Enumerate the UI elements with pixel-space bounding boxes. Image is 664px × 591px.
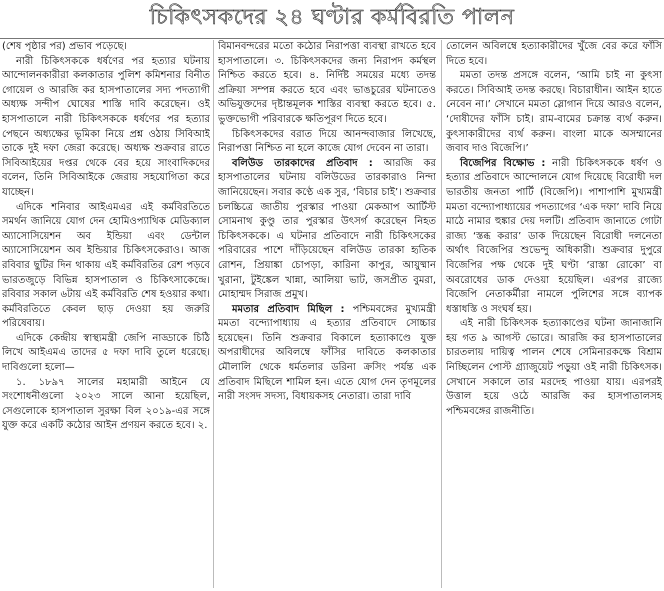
paragraph-text: (শেষ পৃষ্ঠার পর) প্রভাব পড়েছে।	[2, 41, 127, 52]
subheading: বলিউড তারকাদের প্রতিবাদ :	[232, 157, 373, 169]
subheading: মমতার প্রতিবাদ মিছিল :	[232, 303, 345, 315]
article-paragraph	[446, 157, 662, 318]
column-2	[218, 40, 436, 590]
article-paragraph	[2, 376, 210, 434]
paragraph-text: বিমানবন্দরের মতো কঠোর নিরাপত্তা ব্যবস্থা রাখতে হবে হাসপাতালে। ৩. চিকিৎসকদের জন্য নিরাপদ কর্মস্থল নিশ্চিত করতে হবে। ৪. নির্দিষ্ট সময়ের মধ্যে তদন্ত প্রক্রিয়া সম্পন্ন করতে হবে এবং ভাঙচুরের ঘটনাতেও অভিযুক্তদের দৃষ্টান্তমূলক শাস্তির ব্যবস্থা করতে হবে। ৫. ভুক্তভোগী পরিবারকে ক্ষতিপূরণ দিতে হবে।	[218, 41, 436, 125]
article-paragraph	[446, 69, 662, 157]
subheading: বিজেপির বিক্ষোভ :	[460, 157, 546, 169]
headline	[0, 0, 664, 36]
article-paragraph	[218, 128, 436, 157]
article-paragraph	[2, 55, 210, 201]
paragraph-text: চিকিৎসকদের বরাত দিয়ে আনন্দবাজার লিখেছে, নিরাপত্তা নিশ্চিত না হলে কাজে যোগ দেবেন না তারা।	[218, 128, 436, 155]
article-paragraph	[218, 303, 436, 405]
paragraph-text: তোলেন অবিলম্বে হত্যাকারীদের খুঁজে বের করে ফাঁসি দিতে হবে।	[446, 41, 662, 67]
paragraph-text: এই নারী চিকিৎসক হত্যাকাণ্ডের ঘটনা জানাজানি হয় গত ৯ আগস্ট ভোরে। আরজি কর হাসপাতালের চারতলায় দায়িত্ব পালন শেষে সেমিনারকক্ষে বিশ্রাম নিচ্ছিলেন পোস্ট গ্র্যাজুয়েট পড়ুয়া ওই নারী চিকিৎসক। সেখানে সকালে তার মরদেহ পাওয়া যায়। এরপরই উত্তাল হয়ে ওঠে আরজি কর হাসপাতালসহ পশ্চিমবঙ্গের রাজনীতি।	[446, 318, 662, 417]
paragraph-text: পশ্চিমবঙ্গের মুখ্যমন্ত্রী মমতা বন্দ্যোপাধ্যায় এ হত্যার প্রতিবাদে সোচ্চার হয়েছেন। তিনি শুক্রবার বিকালে হত্যাকাণ্ডে যুক্ত অপরাধীদের অবিলম্বে ফাঁসির দাবিতে কলকাতার মৌলালি থেকে ধর্মতলার ডরিনা ক্রসিং পর্যন্ত এক প্রতিবাদ মিছিলে শামিল হন। এতে যোগ দেন তৃণমূলের নারী সংসদ সদস্য, বিধায়কসহ নেতারা। তারা দাবি	[218, 303, 436, 403]
article-paragraph	[2, 201, 210, 332]
paragraph-text: ১. ১৮৯৭ সালের মহামারী আইনে যে সংশোধনীগুলো ২০২৩ সালে আনা হয়েছিল, সেগুলোকে হাসপাতাল সুরক্ষা বিল ২০১৯-এর সঙ্গে যুক্ত করে একটি কঠোর আইন প্রণয়ন করতে হবে। ২.	[2, 376, 210, 432]
article-paragraph	[218, 40, 436, 128]
column-divider-1	[213, 40, 214, 588]
paragraph-text: নারী চিকিৎসককে ধর্ষণ ও হত্যার প্রতিবাদে আন্দোলনে যোগ দিয়েছে বিরোধী দল ভারতীয় জনতা পার্টি (বিজেপি)। পাশাপাশি মুখ্যমন্ত্রী মমতা বন্দ্যোপাধ্যায়ের পদত্যাগের ‘এক দফা’ দাবি নিয়ে মাঠে নামার হুঙ্কার দেয় দলটি। প্রতিবাদ জানাতে গোটা রাজ্য ‘স্তব্ধ করার’ ডাক দিয়েছেন বিরোধী দলনেতা অর্থাৎ বিজেপির শুভেন্দু অধিকারী। শুক্রবার দুপুরে বিজেপির পক্ষ থেকে দুই ঘণ্টা ‘রাস্তা রোকো’ বা অবরোধের ডাক দেওয়া হয়েছিল। এরপর রাজ্যে বিজেপি নেতাকর্মীরা নামলে পুলিশের সঙ্গে ব্যাপক ধস্তাধস্তি ও সংঘর্ষ হয়।	[446, 157, 662, 315]
paragraph-text: মমতা তদন্ত প্রসঙ্গে বলেন, ‘আমি চাই না কুৎসা করতে। সিবিআই তদন্ত করছে। বিচারাধীন। আইন হাতে নেবেন না।’ সেখানে মমতা স্লোগান দিয়ে আরও বলেন, ‘দোষীদের ফাঁসি চাই। রাম-বামের চক্রান্ত ব্যর্থ করুন। কুৎসাকারীদের ব্যর্থ করুন। বাংলা মাকে অসম্মানের জবাব দাও বিজেপি।’	[446, 70, 662, 155]
article-paragraph	[446, 317, 662, 419]
column-1	[2, 40, 210, 590]
paragraph-text: আরজি কর হাসপাতালের ঘটনায় বলিউডের তারকারাও নিন্দা জানিয়েছেন। সবার কণ্ঠে এক সুর, ‘বিচার চাই’। শুক্রবার চলচ্চিত্রে জাতীয় পুরস্কার পাওয়া মেকআপ আর্টিস্ট সোমনাথ কুণ্ডু তার পুরস্কার উৎসর্গ করেছেন নিহত চিকিৎসককে। এ ঘটনার প্রতিবাদে নারী চিকিৎসকের পরিবারের পাশে দাঁড়িয়েছেন বলিউড তারকা হৃতিক রোশন, প্রিয়াঙ্কা চোপড়া, কারিনা কাপুর, আয়ুষ্মান খুরানা, টুইঙ্কেল খান্না, আলিয়া ভাট, জসপ্রীত বুমরা, মোহাম্মদ সিরাজ প্রমুখ।	[218, 157, 436, 301]
column-3	[446, 40, 662, 590]
article-paragraph	[446, 40, 662, 69]
article-paragraph	[2, 332, 210, 376]
article-paragraph	[2, 40, 210, 55]
paragraph-text: এদিকে শনিবার আইএমএর এই কর্মবিরতিতে সমর্থন জানিয়ে যোগ দেন হোমিওপ্যাথিক মেডিক্যাল অ্যাসোসিয়েশন অব ইন্ডিয়া এবং ডেন্টাল অ্যাসোসিয়েশন অব ইন্ডিয়ার চিকিৎসকেরাও। আজ রবিবার ছুটির দিন থাকায় এই কর্মবিরতির রেশ পড়বে ভারতজুড়ে বিভিন্ন হাসপাতাল ও চিকিৎসাকেন্দ্রে। রবিবার সকাল ৬টায় এই কর্মবিরতি শেষ হওয়ার কথা। কর্মবিরতিতে কেবল ছাড় দেওয়া হয় জরুরি পরিষেবায়।	[2, 201, 210, 330]
paragraph-text: নারী চিকিৎসককে ধর্ষণের পর হত্যার ঘটনায় আন্দোলনকারীরা কলকাতার পুলিশ কমিশনার বিনীত গোয়েল ও আরজি কর হাসপাতালের সদ্য পদত্যাগী অধ্যক্ষ সন্দীপ ঘোষের শাস্তি দাবি করেছেন। ওই হাসপাতালে নারী চিকিৎসককে ধর্ষণের পর হত্যার পেছনে অধ্যক্ষের ভূমিকা নিয়ে প্রশ্ন ওঠায় সিবিআই তাকে দুই দফা জেরা করেছে। অধ্যক্ষ শুক্রবার রাতে সিবিআইয়ের দপ্তর থেকে বের হয়ে সাংবাদিকদের বলেন, তিনি সিবিআইকে জেরায় সহযোগিতা করে যাচ্ছেন।	[2, 55, 210, 198]
article-paragraph	[218, 157, 436, 303]
headline-text: চিকিৎসকদের ২৪ ঘণ্টার কর্মবিরতি পালন	[149, 4, 515, 30]
headline-rule	[0, 38, 664, 39]
paragraph-text: এদিকে কেন্দ্রীয় স্বাস্থ্যমন্ত্রী জেপি নাড্ডাকে চিঠি লিখে আইএমএ তাদের ৫ দফা দাবি তুলে ধরেছে। দাবিগুলো হলো—	[2, 332, 210, 374]
column-divider-2	[441, 40, 442, 588]
